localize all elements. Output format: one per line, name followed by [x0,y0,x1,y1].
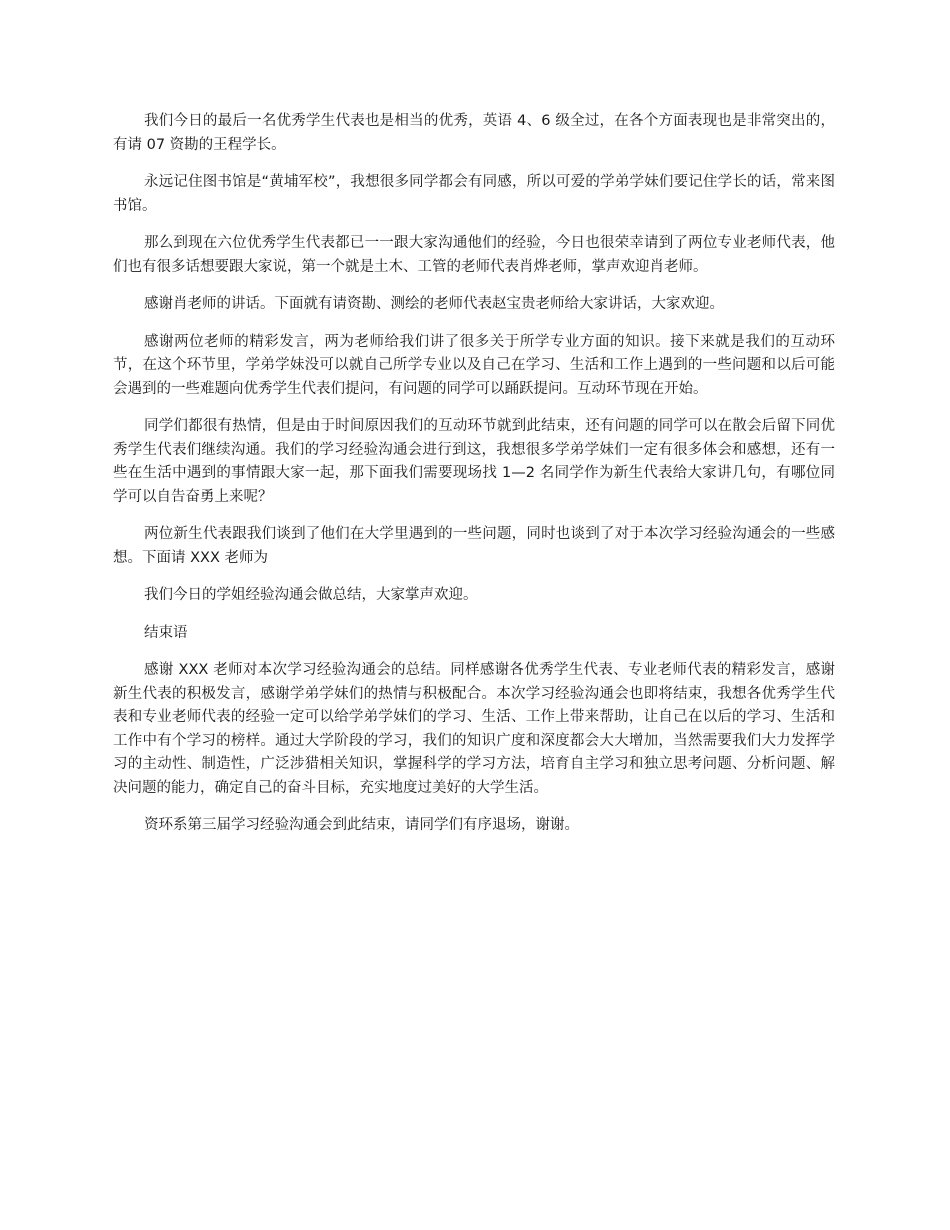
paragraph-3: 那么到现在六位优秀学生代表都已一一跟大家沟通他们的经验，今日也很荣幸请到了两位专业老师代表，他们也有很多话想要跟大家说，第一个就是土木、工管的老师代表肖烨老师，掌声欢迎肖老师。 [113,235,835,275]
paragraph-10: 资环系第三届学习经验沟通会到此结束，请同学们有序退场，谢谢。 [144,817,579,833]
paragraph-2: 永远记住图书馆是“黄埔军校”，我想很多同学都会有同感，所以可爱的学弟学妹们要记住学长的话，常来图书馆。 [113,174,835,214]
section-heading-closing: 结束语 [144,624,188,641]
paragraph-4: 感谢肖老师的讲话。下面就有请资勘、测绘的老师代表赵宝贵老师给大家讲话，大家欢迎。 [144,296,724,312]
paragraph-5: 感谢两位老师的精彩发言，两为老师给我们讲了很多关于所学专业方面的知识。接下来就是我们的互动环节，在这个环节里，学弟学妹没可以就自己所学专业以及自己在学习、生活和工作上遇到的一些问题和以后可能会遇到的一些难题向优秀学生代表们提问，有问题的同学可以踊跃提问。互动环节现在开始。 [113,333,835,397]
document-body [113,110,835,852]
paragraph-6: 同学们都很有热情，但是由于时间原因我们的互动环节就到此结束，还有问题的同学可以在散会后留下同优秀学生代表们继续沟通。我们的学习经验沟通会进行到这，我想很多学弟学妹们一定有很多体会和感想，还有一些在生活中遇到的事情跟大家一起，那下面我们需要现场找 1—2 名同学作为新生代表给大家讲几句，有哪位同学可以自告奋勇上来呢？ [113,418,835,505]
paragraph-1: 我们今日的最后一名优秀学生代表也是相当的优秀，英语 4、6 级全过，在各个方面表现也是非常突出的，有请 07 资勘的王程学长。 [113,113,835,153]
paragraph-9: 感谢 XXX 老师对本次学习经验沟通会的总结。同样感谢各优秀学生代表、专业老师代表的精彩发言，感谢新生代表的积极发言，感谢学弟学妹们的热情与积极配合。本次学习经验沟通会也即将结束，我想各优秀学生代表和专业老师代表的经验一定可以给学弟学妹们的学习、生活、工作上带来帮助，让自己在以后的学习、生活和工作中有个学习的榜样。通过大学阶段的学习，我们的知识广度和深度都会大大增加，当然需要我们大力发挥学习的主动性、制造性，广泛涉猎相关知识，掌握科学的学习方法，培育自主学习和独立思考问题、分析问题、解决问题的能力，确定自己的奋斗目标，充实地度过美好的大学生活。 [113,662,835,796]
paragraph-7: 两位新生代表跟我们谈到了他们在大学里遇到的一些问题，同时也谈到了对于本次学习经验沟通会的一些感想。下面请 XXX 老师为 [113,526,835,566]
paragraph-8: 我们今日的学姐经验沟通会做总结，大家掌声欢迎。 [144,587,478,603]
